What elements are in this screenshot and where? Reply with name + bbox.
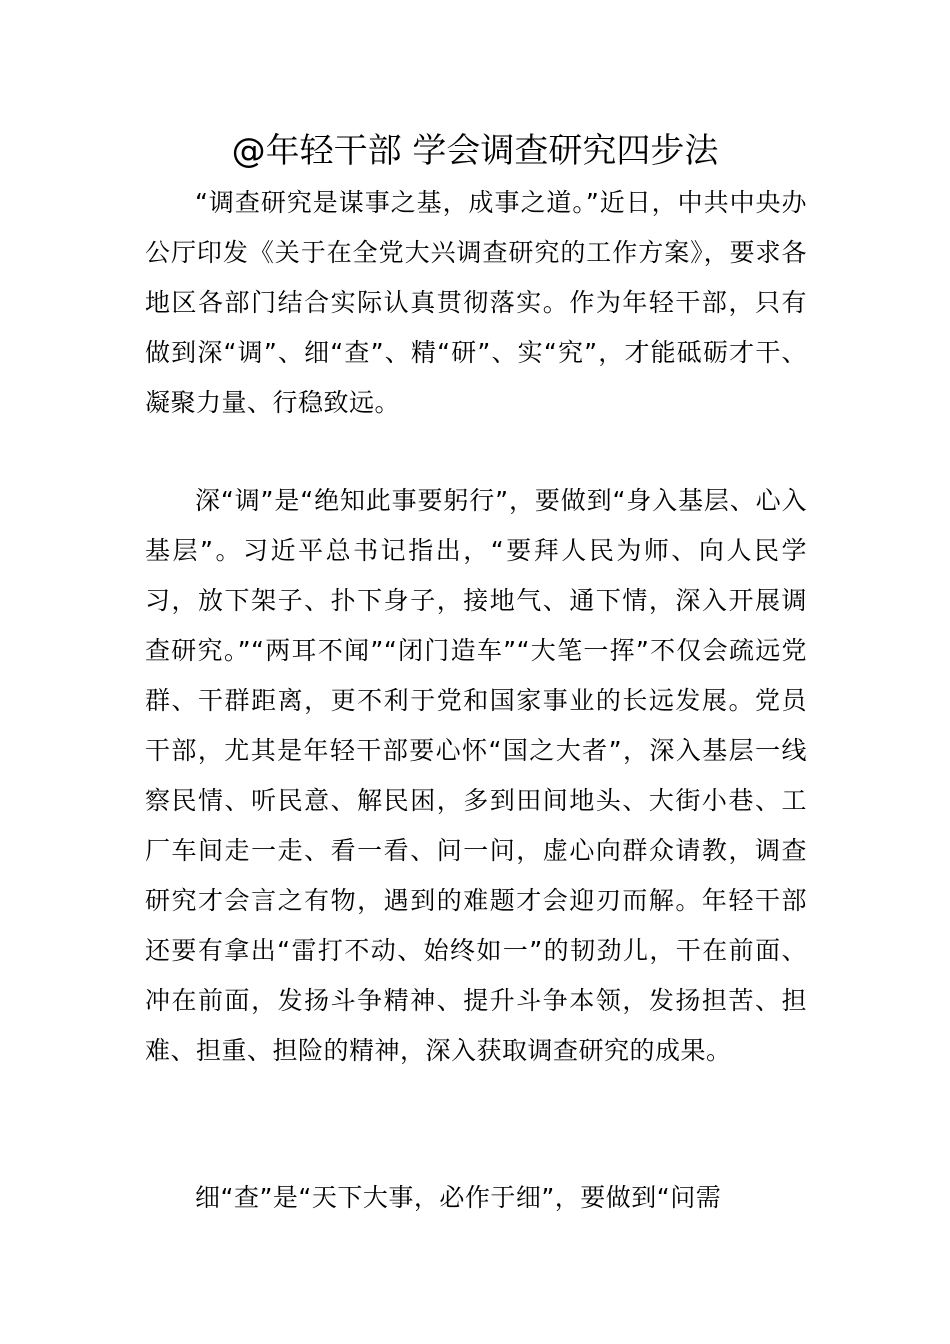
paragraph-intro: “调查研究是谋事之基，成事之道。”近日，中共中央办公厅印发《关于在全党大兴调查研究的工作方案》，要求各地区各部门结合实际认真贯彻落实。作为年轻干部，只有做到深“调”、细“查”、精“研”、实“究”，才能砥砺才干、凝聚力量、行稳致远。 bbox=[145, 188, 807, 417]
document-title: @年轻干部 学会调查研究四步法 bbox=[231, 131, 719, 171]
paragraph-detailed-check: 细“查”是“天下大事，必作于细”，要做到“问需 bbox=[195, 1183, 722, 1212]
paragraph-deep-survey: 深“调”是“绝知此事要躬行”，要做到“身入基层、心入基层”。习近平总书记指出，“要拜人民为师、向人民学习，放下架子、扑下身子，接地气、通下情，深入开展调查研究。”“两耳不闻”“闭门造车”“大笔一挥”不仅会疏远党群、干群距离，更不利于党和国家事业的长远发展。党员干部，尤其是年轻干部要心怀“国之大者”，深入基层一线察民情、听民意、解民困，多到田间地头、大街小巷、工厂车间走一走、看一看、问一问，虚心向群众请教，调查研究才会言之有物，遇到的难题才会迎刃而解。年轻干部还要有拿出“雷打不动、始终如一”的韧劲儿，干在前面、冲在前面，发扬斗争精神、提升斗争本领，发扬担苦、担难、担重、担险的精神，深入获取调查研究的成果。 bbox=[145, 486, 807, 1065]
